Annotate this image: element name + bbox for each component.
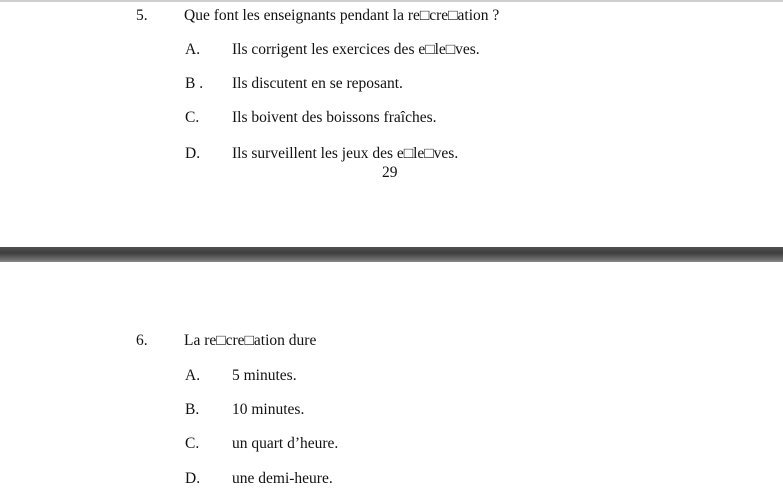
question-number: 6. (136, 332, 148, 349)
option-text: 5 minutes. (232, 367, 297, 384)
option-letter: D. (185, 145, 201, 162)
page-number: 29 (382, 164, 398, 181)
option-text: Ils surveillent les jeux des e□le□ves. (232, 145, 459, 162)
question-text: Que font les enseignants pendant la re□cre□ation ? (184, 7, 500, 24)
option-letter: C. (185, 109, 200, 126)
question-text: La re□cre□ation dure (184, 332, 317, 349)
option-text: une demi-heure. (232, 470, 333, 487)
question-number: 5. (136, 7, 148, 24)
option-text: Ils boivent des boissons fraîches. (232, 109, 437, 126)
option-letter: A. (185, 367, 201, 384)
option-letter: C. (185, 435, 200, 452)
option-letter: D. (185, 470, 201, 487)
page-top-edge (0, 0, 783, 2)
option-text: Ils discutent en se reposant. (232, 75, 403, 92)
page-separator (0, 247, 783, 262)
option-letter: B . (185, 75, 204, 92)
option-text: un quart d’heure. (232, 435, 339, 452)
option-letter: B. (185, 401, 200, 418)
option-text: 10 minutes. (232, 401, 305, 418)
option-letter: A. (185, 41, 201, 58)
option-text: Ils corrigent les exercices des e□le□ves. (232, 41, 480, 58)
